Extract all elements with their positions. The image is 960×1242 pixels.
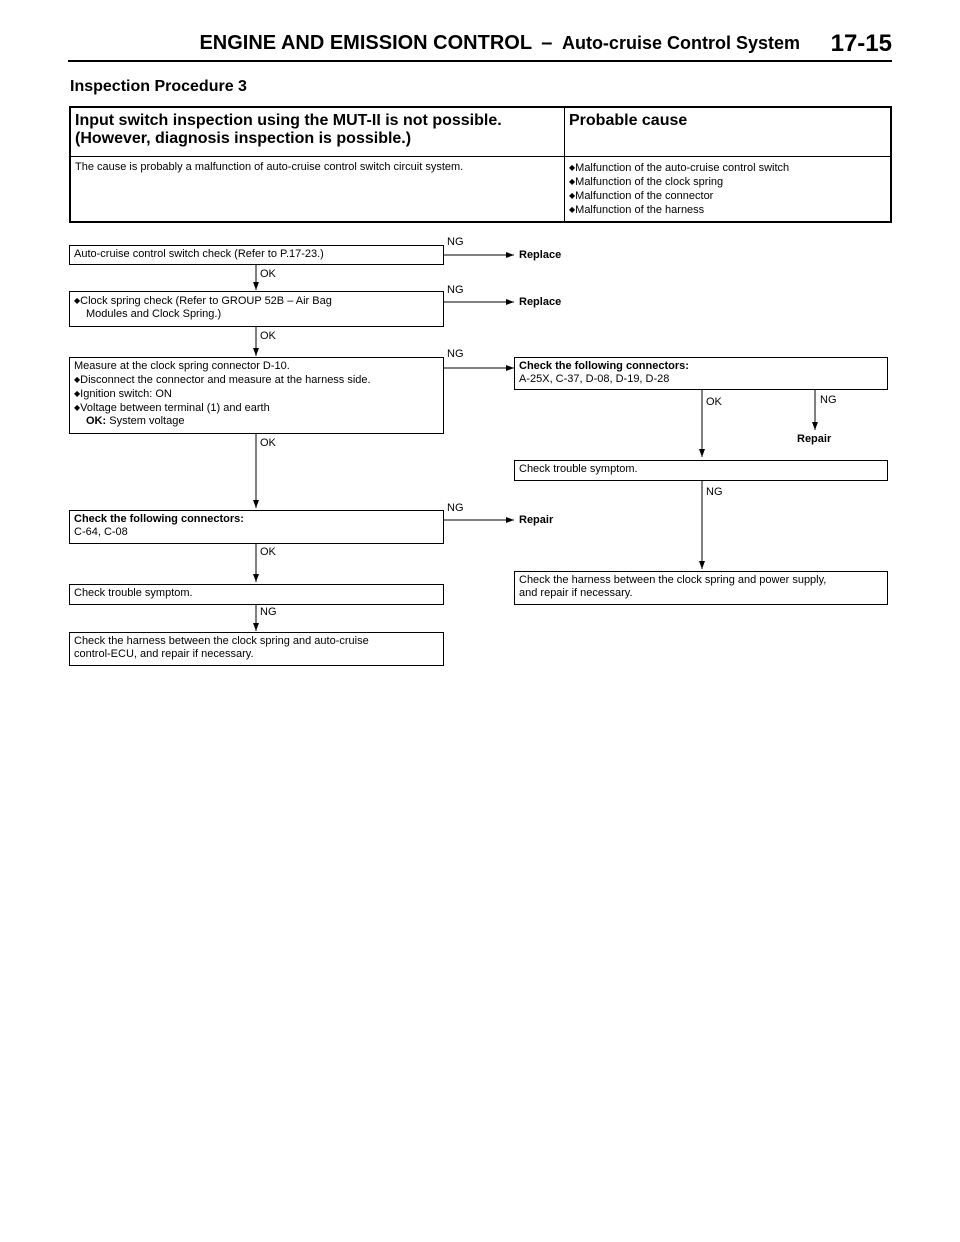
- result-replace-2: Replace: [519, 296, 562, 308]
- step3-ok-line: [74, 415, 439, 428]
- step-connector-check-c: [69, 510, 444, 544]
- step4-title: Check the following connectors:: [74, 513, 244, 525]
- procedure-title: Inspection Procedure 3: [70, 78, 247, 95]
- step-connector-check-a: [514, 357, 888, 390]
- page-number: 17-15: [830, 30, 892, 57]
- ng-label: NG: [447, 236, 464, 248]
- symptom-description: The cause is probably a malfunction of auto-cruise control switch circuit system.: [70, 157, 565, 223]
- cause-item: ◆ Malfunction of the connector: [569, 189, 886, 203]
- step-measure-connector: [69, 357, 444, 434]
- right3-line1: Check the harness between the clock spring and power supply,: [519, 574, 827, 586]
- ok-criteria-value: System voltage: [109, 415, 185, 427]
- ng-label: NG: [706, 486, 723, 498]
- symptom-heading-line2: (However, diagnosis inspection is possible.): [75, 130, 412, 147]
- ok-label: OK: [706, 396, 722, 408]
- step-harness-power: [514, 571, 888, 605]
- step6-line2: control-ECU, and repair if necessary.: [74, 648, 254, 660]
- ok-label: OK: [260, 437, 276, 449]
- right1-connectors: A-25X, C-37, D-08, D-19, D-28: [519, 373, 670, 385]
- result-repair-1: Repair: [519, 514, 554, 526]
- step3-bullet1: ◆ Disconnect the connector and measure at the harness side.: [74, 373, 439, 387]
- step6-line1: Check the harness between the clock spring and auto-cruise: [74, 635, 369, 647]
- step4-connectors: C-64, C-08: [74, 526, 128, 538]
- ok-label: OK: [260, 268, 276, 280]
- ok-label: OK: [260, 546, 276, 558]
- ng-label: NG: [260, 606, 277, 618]
- ng-label: NG: [447, 502, 464, 514]
- step3-line1: Measure at the clock spring connector D-10.: [74, 360, 290, 372]
- step-trouble-symptom-left: Check trouble symptom.: [69, 584, 444, 605]
- ok-criteria-label: OK:: [86, 415, 107, 427]
- ng-label: NG: [820, 394, 837, 406]
- section-title: ENGINE AND EMISSION CONTROL: [199, 32, 532, 54]
- step2-line1: ◆ Clock spring check (Refer to GROUP 52B – Air Bag: [74, 294, 439, 308]
- title-separator: –: [541, 32, 553, 54]
- result-replace-1: Replace: [519, 249, 562, 261]
- cause-item: ◆ Malfunction of the clock spring: [569, 175, 886, 189]
- ng-label: NG: [447, 348, 464, 360]
- ok-label: OK: [260, 330, 276, 342]
- step2-line2: Modules and Clock Spring.): [86, 308, 222, 320]
- right1-title: Check the following connectors:: [519, 360, 689, 372]
- cause-item: ◆ Malfunction of the harness: [569, 203, 886, 217]
- probable-cause-heading: Probable cause: [565, 107, 892, 157]
- step-clock-spring-check: [69, 291, 444, 327]
- step3-bullet3: ◆ Voltage between terminal (1) and earth: [74, 401, 439, 415]
- result-repair-2: Repair: [797, 433, 832, 445]
- ng-label: NG: [447, 284, 464, 296]
- cause-item: ◆ Malfunction of the auto-cruise control switch: [569, 161, 886, 175]
- step3-bullet2: ◆ Ignition switch: ON: [74, 387, 439, 401]
- symptom-heading-line1: Input switch inspection using the MUT-II is not possible.: [75, 112, 502, 129]
- step-switch-check: Auto-cruise control switch check (Refer to P.17-23.): [69, 245, 444, 265]
- step-trouble-symptom-right: Check trouble symptom.: [514, 460, 888, 481]
- step-harness-ecu: [69, 632, 444, 666]
- subsection-title: Auto-cruise Control System: [561, 33, 800, 53]
- right3-line2: and repair if necessary.: [519, 587, 633, 599]
